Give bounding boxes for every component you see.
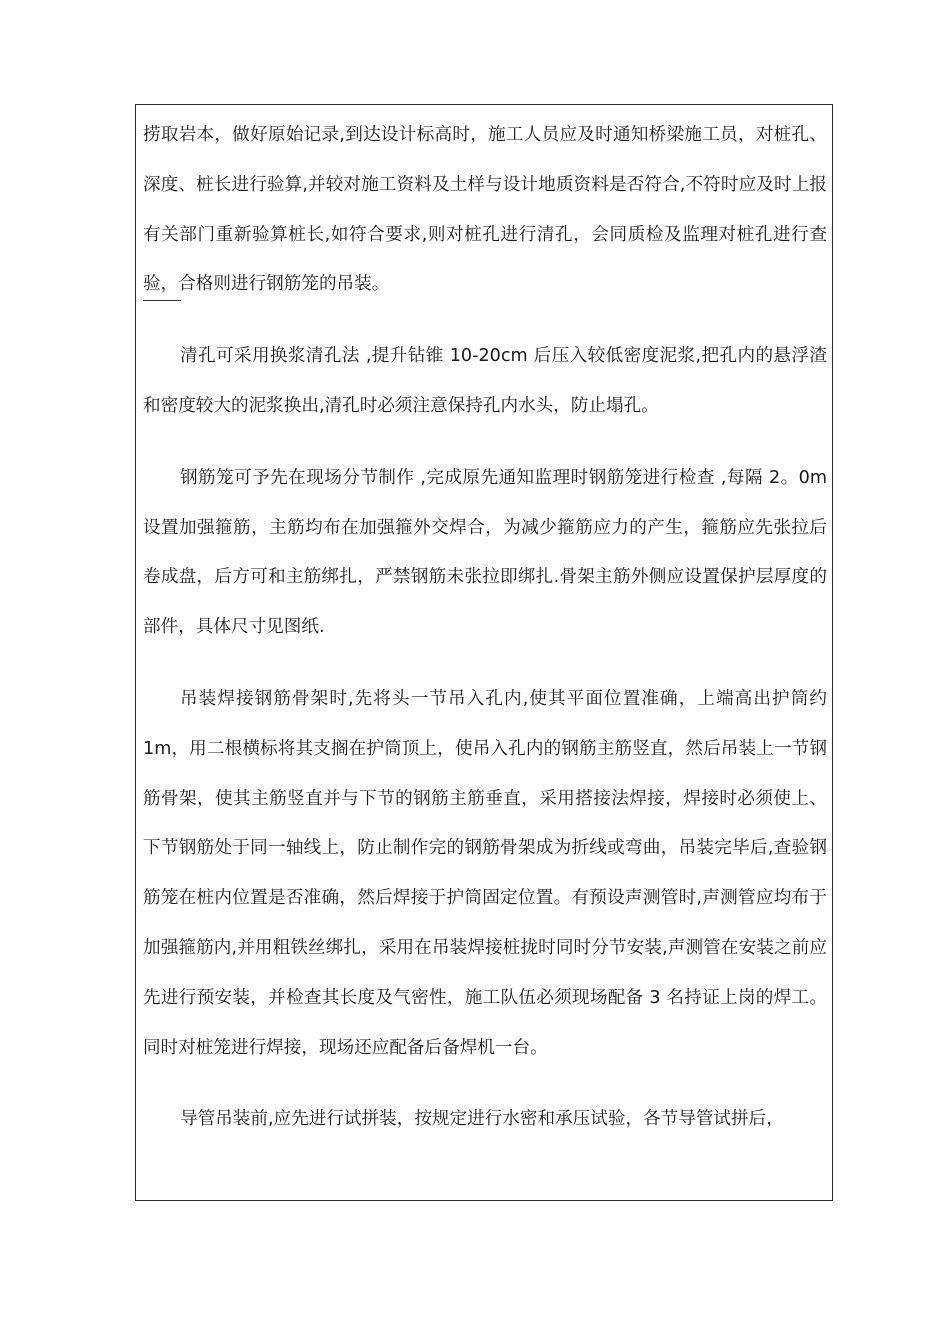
paragraph-4: 吊装焊接钢筋骨架时,先将头一节吊入孔内,使其平面位置准确，上端高出护筒约 1m，用二根横标将其支搁在护筒顶上，使吊入孔内的钢筋主筋竖直，然后吊装上一节钢筋骨架，使其主筋竖直并与下节的钢筋主筋垂直，采用搭接法焊接，焊接时必须使上、下节钢筋处于同一轴线上，防止制作完的钢筋骨架成为折线或弯曲，吊装完毕后,查验钢筋笼在桩内位置是否准确，然后焊接于护筒固定位置。有预设声测管时,声测管应均布于加强箍筋内,并用粗铁丝绑扎，采用在吊装焊接桩拢时同时分节安装,声测管在安装之前应先进行预安装，并检查其长度及气密性，施工队伍必须现场配备 3 名持证上岗的焊工。同时对桩笼进行焊接，现场还应配备后备焊机一台。 <box>143 688 827 1058</box>
paragraph-gap <box>143 432 827 454</box>
underline-mark <box>143 300 181 301</box>
paragraph-2: 清孔可采用换浆清孔法 ,提升钻锥 10-20cm 后压入较低密度泥浆,把孔内的悬浮渣和密度较大的泥浆换出,清孔时必须注意保持孔内水头，防止塌孔。 <box>143 346 827 416</box>
document-body <box>143 111 827 1145</box>
paragraph-5: 导管吊装前,应先进行试拼装，按规定进行水密和承压试验，各节导管试拼后， <box>180 1109 784 1130</box>
paragraph-3: 钢筋笼可予先在现场分节制作 ,完成原先通知监理时钢筋笼进行检查 ,每隔 2。0m 设置加强箍筋，主筋均布在加强箍外交焊合，为减少箍筋应力的产生，箍筋应先张拉后卷成盘，后方可和主筋绑扎，严禁钢筋未张拉即绑扎.骨架主筋外侧应设置保护层厚度的部件，具体尺寸见图纸. <box>143 467 827 638</box>
paragraph-1: 捞取岩本，做好原始记录,到达设计标高时，施工人员应及时通知桥梁施工员，对桩孔、深度、桩长进行验算,并较对施工资料及土样与设计地质资料是否符合,不符时应及时上报有关部门重新验算桩长,如符合要求,则对桩孔进行清孔，会同质检及监理对桩孔进行查验，合格则进行钢筋笼的吊装。 <box>143 125 827 295</box>
paragraph-gap <box>143 1073 827 1095</box>
paragraph-gap <box>143 310 827 332</box>
paragraph-gap <box>143 653 827 675</box>
